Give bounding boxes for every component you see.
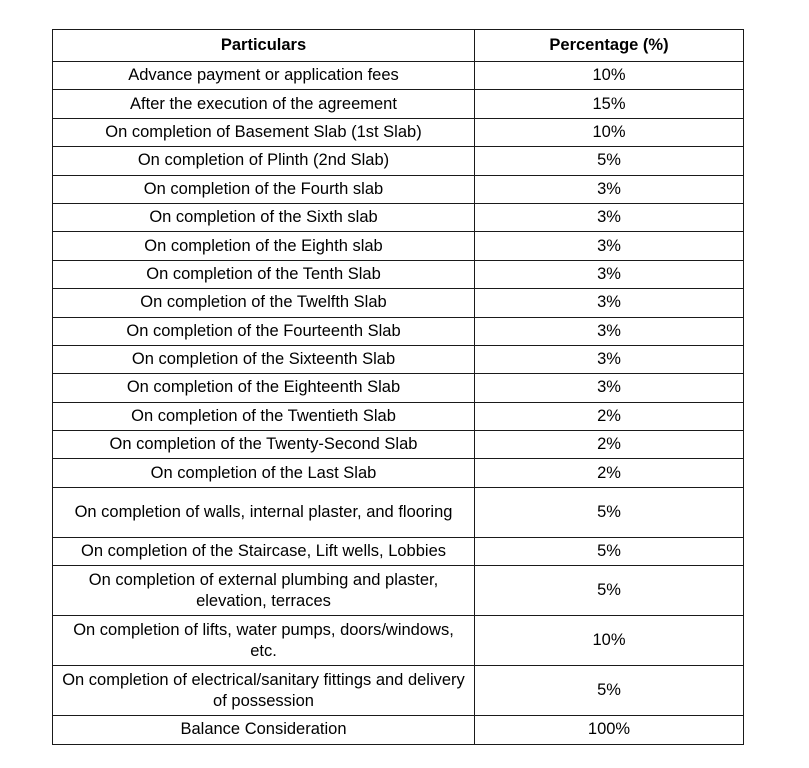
cell-percentage: 3% bbox=[475, 232, 744, 260]
cell-particular: On completion of the Sixteenth Slab bbox=[53, 345, 475, 373]
table-row bbox=[53, 203, 744, 231]
cell-particular: On completion of external plumbing and plaster, elevation, terraces bbox=[53, 566, 475, 616]
cell-particular: On completion of Basement Slab (1st Slab) bbox=[53, 118, 475, 146]
cell-particular: On completion of the Eighth slab bbox=[53, 232, 475, 260]
table-row bbox=[53, 175, 744, 203]
cell-particular: On completion of the Sixth slab bbox=[53, 203, 475, 231]
header-row bbox=[53, 30, 744, 62]
table-row bbox=[53, 431, 744, 459]
table-header bbox=[53, 30, 744, 62]
cell-percentage: 5% bbox=[475, 537, 744, 565]
cell-percentage: 5% bbox=[475, 566, 744, 616]
cell-particular: On completion of the Eighteenth Slab bbox=[53, 374, 475, 402]
cell-particular: On completion of the Fourteenth Slab bbox=[53, 317, 475, 345]
cell-particular: On completion of the Twelfth Slab bbox=[53, 289, 475, 317]
table-row bbox=[53, 459, 744, 487]
header-particulars: Particulars bbox=[53, 30, 475, 62]
table-row bbox=[53, 487, 744, 537]
cell-percentage: 15% bbox=[475, 90, 744, 118]
table-row bbox=[53, 566, 744, 616]
cell-percentage: 5% bbox=[475, 487, 744, 537]
cell-percentage: 3% bbox=[475, 289, 744, 317]
cell-percentage: 3% bbox=[475, 260, 744, 288]
table-row bbox=[53, 118, 744, 146]
table-row bbox=[53, 289, 744, 317]
table-row bbox=[53, 402, 744, 430]
table-row bbox=[53, 317, 744, 345]
table-row bbox=[53, 345, 744, 373]
cell-percentage: 5% bbox=[475, 666, 744, 716]
cell-particular: On completion of the Fourth slab bbox=[53, 175, 475, 203]
table-row bbox=[53, 232, 744, 260]
table-row bbox=[53, 666, 744, 716]
table-body bbox=[53, 62, 744, 745]
cell-particular: On completion of the Last Slab bbox=[53, 459, 475, 487]
table-row bbox=[53, 260, 744, 288]
cell-particular: On completion of the Tenth Slab bbox=[53, 260, 475, 288]
cell-particular: On completion of the Twenty-Second Slab bbox=[53, 431, 475, 459]
cell-particular: On completion of the Staircase, Lift wells, Lobbies bbox=[53, 537, 475, 565]
table-row bbox=[53, 147, 744, 175]
table-row-total bbox=[53, 716, 744, 744]
cell-percentage: 2% bbox=[475, 459, 744, 487]
cell-percentage: 3% bbox=[475, 345, 744, 373]
table-row bbox=[53, 62, 744, 90]
cell-particular: On completion of lifts, water pumps, doors/windows, etc. bbox=[53, 616, 475, 666]
header-percentage: Percentage (%) bbox=[475, 30, 744, 62]
cell-percentage: 2% bbox=[475, 431, 744, 459]
cell-percentage: 2% bbox=[475, 402, 744, 430]
payment-schedule-table bbox=[52, 29, 744, 745]
cell-percentage: 5% bbox=[475, 147, 744, 175]
cell-percentage: 3% bbox=[475, 175, 744, 203]
table-row bbox=[53, 616, 744, 666]
cell-percentage: 10% bbox=[475, 118, 744, 146]
table-row bbox=[53, 90, 744, 118]
cell-percentage: 3% bbox=[475, 374, 744, 402]
cell-particular: After the execution of the agreement bbox=[53, 90, 475, 118]
cell-percentage: 10% bbox=[475, 62, 744, 90]
cell-percentage: 3% bbox=[475, 317, 744, 345]
cell-particular: On completion of the Twentieth Slab bbox=[53, 402, 475, 430]
table-row bbox=[53, 537, 744, 565]
cell-particular: Advance payment or application fees bbox=[53, 62, 475, 90]
cell-particular: Balance Consideration bbox=[53, 716, 475, 744]
cell-percentage: 100% bbox=[475, 716, 744, 744]
cell-particular: On completion of electrical/sanitary fittings and delivery of possession bbox=[53, 666, 475, 716]
cell-percentage: 10% bbox=[475, 616, 744, 666]
cell-particular: On completion of walls, internal plaster, and flooring bbox=[53, 487, 475, 537]
cell-percentage: 3% bbox=[475, 203, 744, 231]
table-row bbox=[53, 374, 744, 402]
cell-particular: On completion of Plinth (2nd Slab) bbox=[53, 147, 475, 175]
